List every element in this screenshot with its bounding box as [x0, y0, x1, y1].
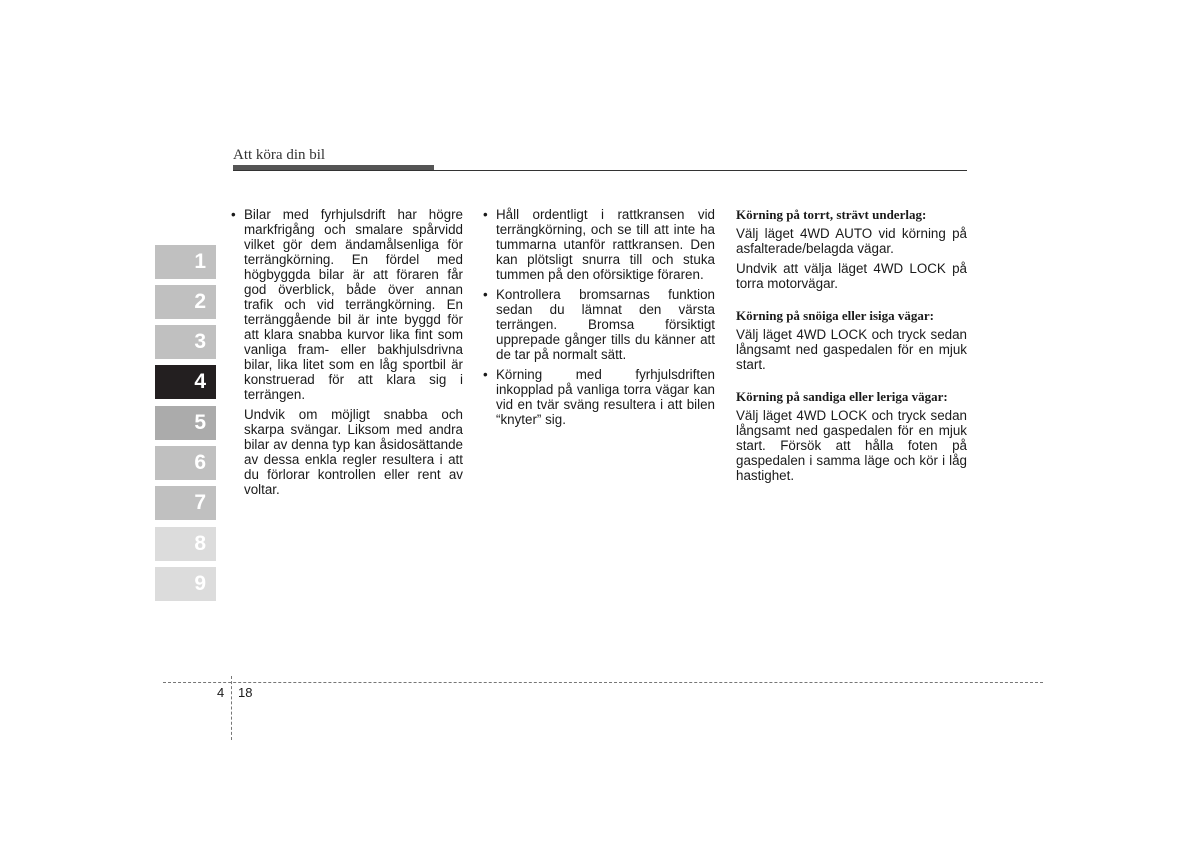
chapter-tab-1[interactable]: 1: [155, 245, 216, 279]
list-item: [481, 287, 715, 362]
page-number: 18: [238, 685, 253, 700]
bullet-mark: •: [483, 367, 488, 382]
bullet-mark: •: [231, 207, 236, 222]
list-item: [229, 207, 463, 402]
chapter-tab-2[interactable]: 2: [155, 285, 216, 319]
footer-rule: [163, 682, 1043, 683]
paragraph: Välj läget 4WD LOCK och tryck sedan långsamt ned gaspedalen för en mjuk start.: [736, 327, 967, 372]
section-title: Att köra din bil: [233, 147, 326, 163]
paragraph: Undvik om möjligt snabba och skarpa svängar. Liksom med andra bilar av denna typ kan åsidosättande av dessa enkla regler resultera i att du förlorar kontrollen eller rent av voltar.: [244, 407, 463, 497]
paragraph: Välj läget 4WD LOCK och tryck sedan långsamt ned gaspedalen för en mjuk start. Försök att hålla foten på gaspedalen i samma läge och kör i låg hastighet.: [736, 408, 967, 483]
text-column-3: [736, 207, 967, 488]
footer-vertical-rule: [231, 676, 232, 740]
paragraph: Undvik att välja läget 4WD LOCK på torra motorvägar.: [736, 261, 967, 291]
text-column-1: [229, 207, 463, 502]
chapter-tab-5[interactable]: 5: [155, 406, 216, 440]
subheading-sand-mud: Körning på sandiga eller leriga vägar:: [736, 389, 948, 404]
chapter-tab-3[interactable]: 3: [155, 325, 216, 359]
header-thin-rule: [233, 170, 967, 171]
chapter-tab-6[interactable]: 6: [155, 446, 216, 480]
subheading-dry-road: Körning på torrt, strävt underlag:: [736, 207, 927, 222]
page-chapter-number: 4: [217, 685, 225, 700]
bullet-mark: •: [483, 207, 488, 222]
chapter-tab-4[interactable]: 4: [155, 365, 216, 399]
bullet-mark: •: [483, 287, 488, 302]
chapter-tab-9[interactable]: 9: [155, 567, 216, 601]
list-item: [481, 367, 715, 427]
chapter-tab-8[interactable]: 8: [155, 527, 216, 561]
subheading-snow-ice: Körning på snöiga eller isiga vägar:: [736, 308, 935, 323]
list-item-text: Körning med fyrhjulsdriften inkopplad på vanliga torra vägar kan vid en tvär sväng resultera i att bilen “knyter” sig.: [496, 367, 715, 427]
paragraph: Välj läget 4WD AUTO vid körning på asfalterade/belagda vägar.: [736, 226, 967, 256]
list-item-text: Bilar med fyrhjulsdrift har högre markfrigång och smalare spårvidd vilket gör dem ändamålsenliga för terrängkörning. En fördel med högbyggda bilar är att föraren får god överblick, både över annan trafik och vid terrängkörning. En terränggående bil är inte byggd för att klara snabba kurvor lika fint som vanliga fram- eller bakhjulsdrivna bilar, lika litet som en låg sportbil är konstruerad för att klara sig i terrängen.: [244, 207, 463, 402]
list-item-text: Kontrollera bromsarnas funktion sedan du lämnat den värsta terrängen. Bromsa försiktigt upprepade gånger tills du känner att de tar på normalt sätt.: [496, 287, 715, 362]
list-item-text: Håll ordentligt i rattkransen vid terrängkörning, och se till att inte ha tummarna utanför rattkransen. Den kan plötsligt snurra till och stuka tummen på den oförsiktige föraren.: [496, 207, 715, 282]
chapter-tab-7[interactable]: 7: [155, 486, 216, 520]
list-item: [481, 207, 715, 282]
text-column-2: [481, 207, 715, 432]
